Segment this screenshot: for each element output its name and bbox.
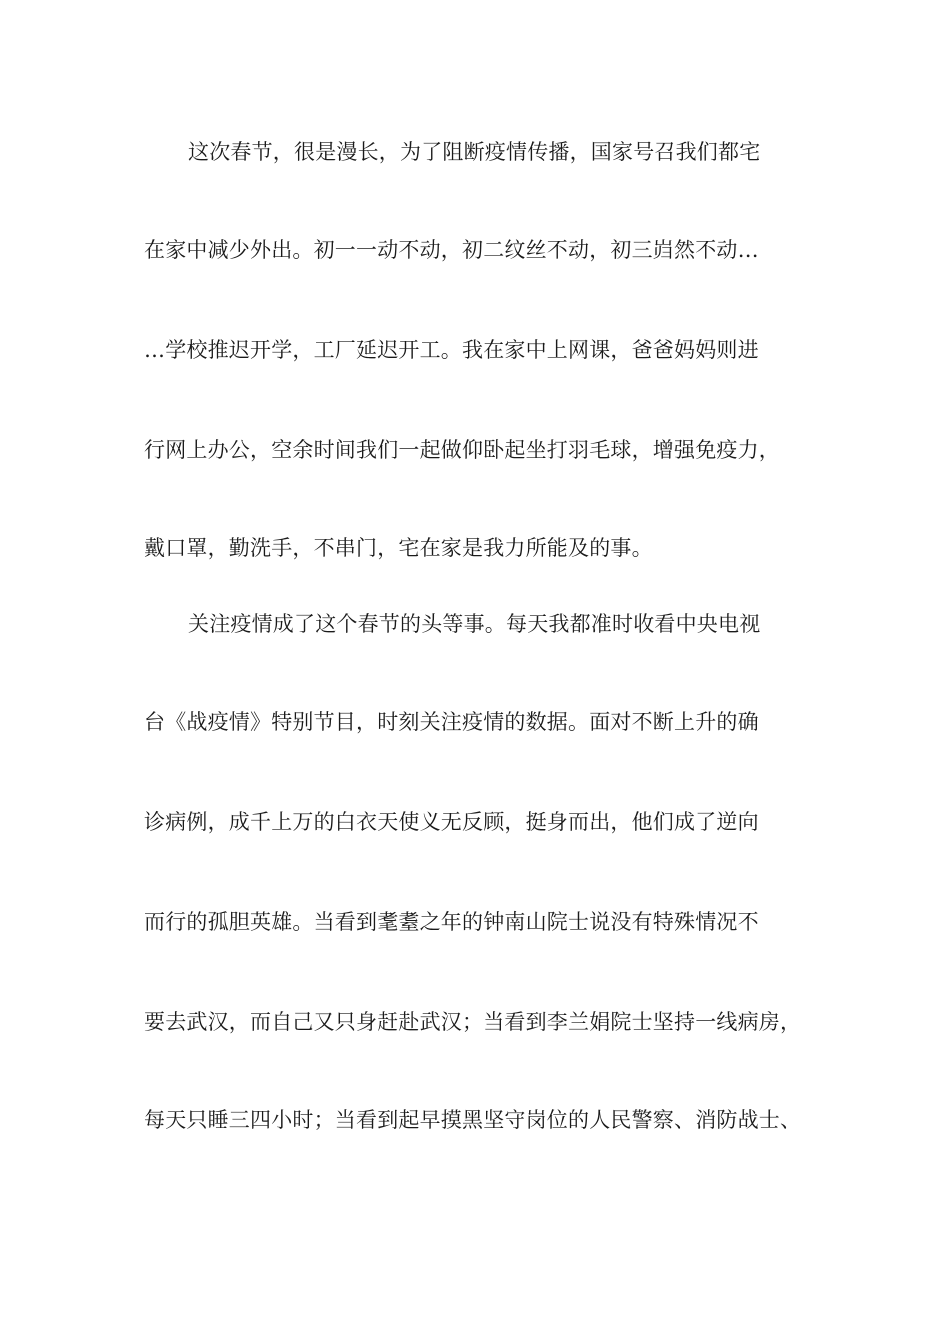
paragraph-1-line-3: …学校推迟开学，工厂延迟开工。我在家中上网课，爸爸妈妈则进 <box>144 338 759 362</box>
paragraph-2-line-1: 关注疫情成了这个春节的头等事。每天我都准时收看中央电视 <box>188 612 761 636</box>
paragraph-1-line-1: 这次春节，很是漫长，为了阻断疫情传播，国家号召我们都宅 <box>188 140 761 164</box>
paragraph-2-line-2: 台《战疫情》特别节目，时刻关注疫情的数据。面对不断上升的确 <box>144 710 759 734</box>
paragraph-1-line-5: 戴口罩，勤洗手，不串门，宅在家是我力所能及的事。 <box>144 536 653 560</box>
paragraph-2-line-6: 每天只睡三四小时；当看到起早摸黑坚守岗位的人民警察、消防战士、 <box>144 1108 802 1132</box>
paragraph-1-line-2: 在家中减少外出。初一一动不动，初二纹丝不动，初三岿然不动… <box>144 238 759 262</box>
paragraph-1-line-4: 行网上办公，空余时间我们一起做仰卧起坐打羽毛球，增强免疫力， <box>144 438 780 462</box>
paragraph-2-line-5: 要去武汉，而自己又只身赶赴武汉；当看到李兰娟院士坚持一线病房， <box>144 1010 802 1034</box>
paragraph-2-line-3: 诊病例，成千上万的白衣天使义无反顾，挺身而出，他们成了逆向 <box>144 810 759 834</box>
paragraph-2-line-4: 而行的孤胆英雄。当看到耄耋之年的钟南山院士说没有特殊情况不 <box>144 910 759 934</box>
